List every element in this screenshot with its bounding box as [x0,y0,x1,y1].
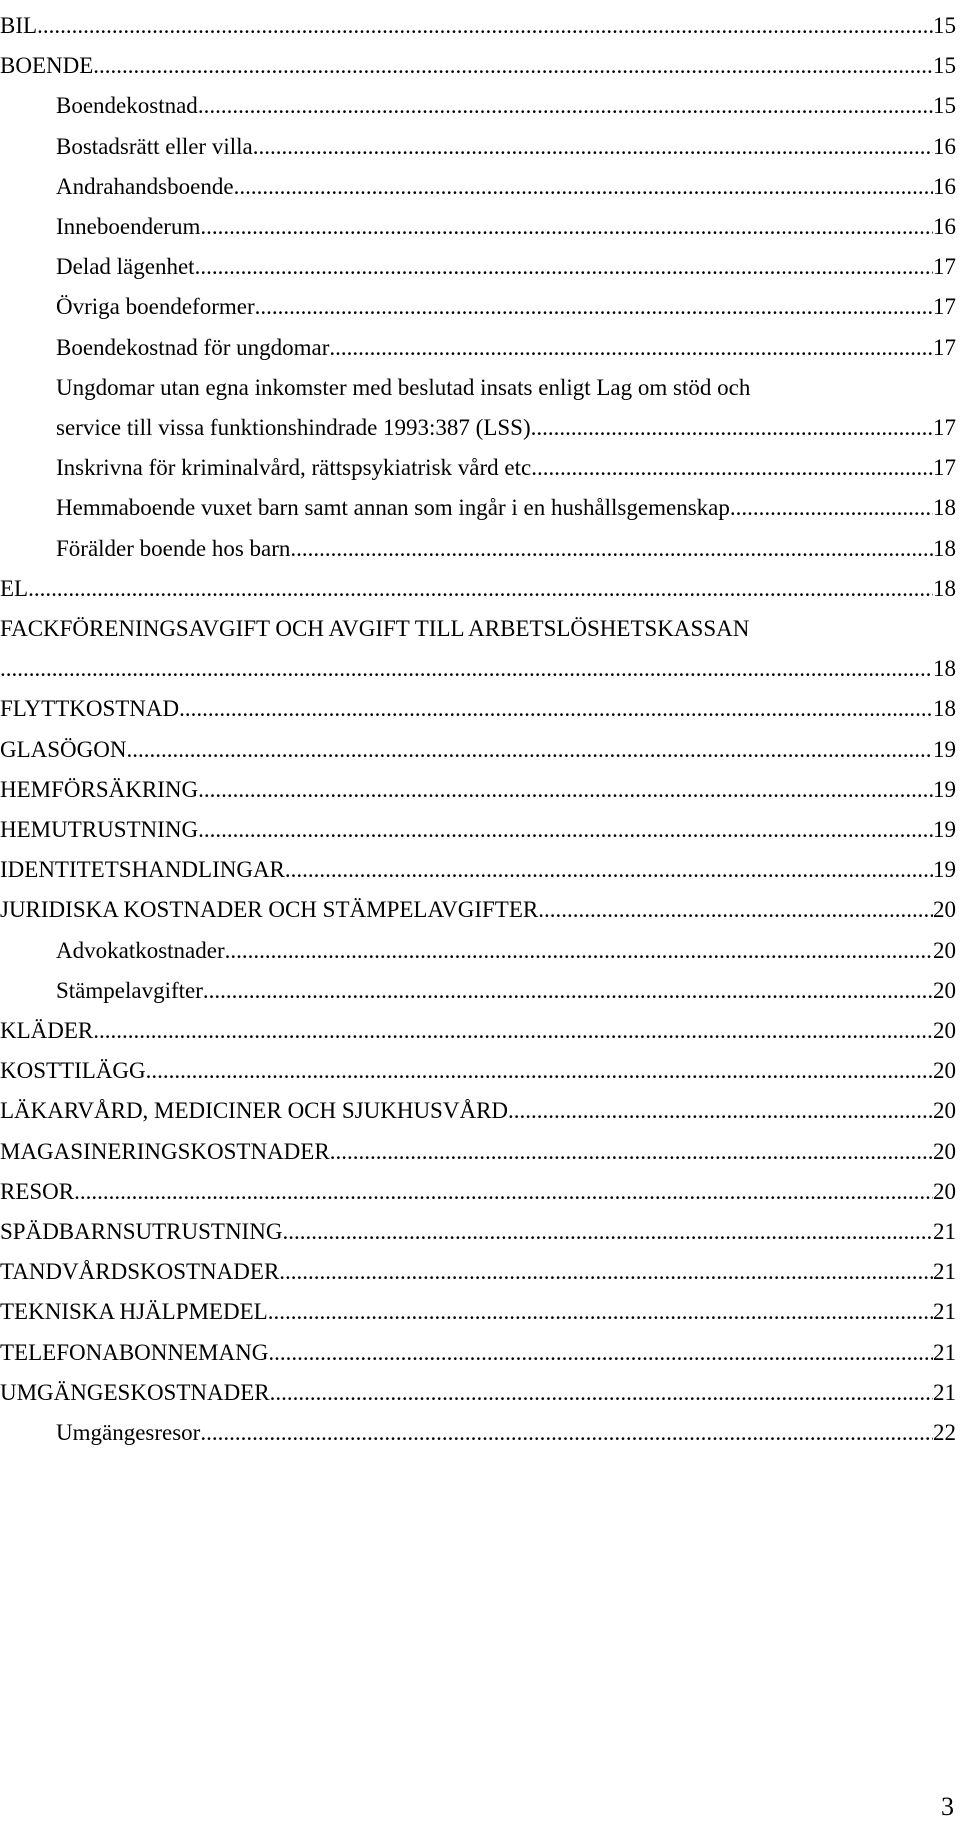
toc-entry-page: 17 [933,334,956,360]
toc-entry-page: 18 [933,696,956,722]
toc-entry[interactable] [0,523,956,563]
dot-leader [290,535,933,563]
dot-leader [127,736,934,764]
toc-entry-page: 17 [933,294,956,320]
toc-entry[interactable] [0,1286,956,1326]
toc-entry-title: service till vissa funktionshindrade 1993:387 (LSS) [56,415,531,440]
toc-entry-title: FACKFÖRENINGSAVGIFT OCH AVGIFT TILL ARBETSLÖSHETSKASSAN [0,616,750,641]
toc-entry-title: BOENDE [0,53,94,79]
toc-entry-title: TANDVÅRDSKOSTNADER [0,1259,280,1285]
dot-leader [74,1178,933,1206]
toc-entry[interactable] [0,844,956,884]
toc-entry[interactable] [0,1327,956,1367]
toc-entry-title: Stämpelavgifter [56,977,203,1003]
toc-entry-title: Förälder boende hos barn [56,535,291,561]
dot-leader [198,776,933,804]
toc-entry-page: 20 [933,1178,956,1204]
dot-leader [330,1138,933,1166]
toc-entry[interactable] [0,0,956,40]
toc-entry[interactable] [0,1166,956,1206]
toc-entry-title: Övriga boendeformer [56,294,255,320]
dot-leader [537,454,933,482]
toc-entry-title: Boendekostnad [56,93,198,119]
toc-entry-page: 18 [933,656,956,682]
toc-entry-page: 17 [933,415,956,440]
toc-entry-title-line1: Ungdomar utan egna inkomster med beslutad insats enligt Lag om stöd och [56,374,751,400]
toc-entry[interactable] [0,281,956,321]
toc-entry-page: 19 [933,776,956,802]
toc-entry-title: RESOR [0,1178,75,1204]
dot-leader [730,494,933,522]
dot-leader [225,937,933,965]
toc-entry-page: 16 [933,173,956,199]
toc-entry-title: FLYTTKOSTNAD [0,696,180,722]
dot-leader [329,334,933,362]
toc-entry[interactable] [0,724,956,764]
toc-entry-page: 22 [933,1420,956,1445]
dot-leader [146,1057,933,1085]
toc-entry-page: 15 [933,93,956,119]
toc-entry-title: JURIDISKA KOSTNADER OCH STÄMPELAVGIFTER [0,897,539,923]
dot-leader [538,896,933,924]
toc-entry-title: TELEFONABONNEMANG [0,1339,269,1365]
toc-entry-title: KOSTTILÄGG [0,1058,146,1084]
dot-leader [200,213,933,241]
dot-leader [531,414,933,442]
toc-entry-title: UMGÄNGESKOSTNADER [0,1379,270,1405]
dot-leader [195,253,933,281]
toc-entry[interactable] [0,1246,956,1286]
toc-entry[interactable] [0,1407,956,1447]
toc-entry[interactable] [0,322,956,362]
dot-leader [255,293,933,321]
toc-entry-page: 19 [933,736,956,762]
toc-entry[interactable] [0,1206,956,1246]
toc-entry-page: 21 [933,1259,956,1285]
toc-entry-title: IDENTITETSHANDLINGAR [0,857,285,883]
toc-entry-page: 15 [933,13,956,38]
dot-leader [93,1017,933,1045]
dot-leader [279,1258,933,1286]
toc-entry[interactable] [0,764,956,804]
dot-leader [200,1419,933,1447]
toc-entry-title: HEMUTRUSTNING [0,817,199,842]
dot-leader [282,1218,933,1246]
dot-leader [508,1097,933,1125]
toc-entry[interactable] [0,1367,956,1407]
toc-entry-page: 15 [933,53,956,79]
dot-leader [203,977,933,1005]
toc-entry[interactable] [0,121,956,161]
toc-entry[interactable] [0,683,956,723]
toc-entry[interactable] [0,965,956,1005]
toc-entry-title: TEKNISKA HJÄLPMEDEL [0,1299,268,1325]
dot-leader [268,1298,933,1326]
toc-entry[interactable] [0,80,956,120]
toc-entry-title: BIL [0,13,38,38]
toc-entry-page: 20 [933,1098,956,1124]
toc-entry-title: GLASÖGON [0,736,127,762]
dot-leader [285,856,933,884]
dot-leader [93,52,933,80]
toc-entry-title: HEMFÖRSÄKRING [0,776,199,802]
toc-entry-page: 21 [933,1379,956,1405]
toc-entry-page: 20 [933,977,956,1003]
dot-leader [37,12,933,40]
toc-entry-title: EL [0,575,29,601]
toc-entry-title: Delad lägenhet [56,254,195,280]
page-number: 3 [941,1792,954,1821]
toc-entry[interactable] [0,643,956,683]
toc-entry-page: 20 [933,897,956,923]
toc-entry-title: Advokatkostnader [56,937,225,963]
dot-leader [198,92,933,120]
toc-entry[interactable] [0,1045,956,1085]
toc-entry[interactable] [0,1126,956,1166]
toc-entry[interactable] [0,241,956,281]
toc-entry-title: LÄKARVÅRD, MEDICINER OCH SJUKHUSVÅRD [0,1098,509,1124]
toc-entry-page: 16 [933,133,956,159]
toc-entry-page: 21 [933,1299,956,1325]
toc-entry[interactable] [0,201,956,241]
toc-entry-page: 18 [933,535,956,561]
toc-entry-title: Inskrivna för kriminalvård, rättspsykiatrisk vård etc. [56,455,537,481]
toc-entry[interactable] [0,442,956,482]
toc-entry[interactable] [0,563,956,603]
toc-entry-title: Bostadsrätt eller villa [56,133,253,159]
toc-entry-title: Andrahandsboende [56,173,234,199]
toc-entry[interactable] [0,40,956,80]
toc-entry-page: 16 [933,214,956,239]
toc-entry-page: 17 [933,455,956,481]
toc-entry-title: Inneboenderum [56,214,201,239]
toc-entry-page: 18 [933,495,956,521]
toc-entry-page: 18 [933,575,956,601]
dot-leader [28,575,933,603]
toc-entry-page: 21 [933,1339,956,1365]
dot-leader [234,173,933,201]
dot-leader [0,655,933,683]
toc-entry[interactable] [0,1085,956,1125]
dot-leader [179,695,933,723]
toc-entry-page: 20 [933,1018,956,1043]
toc-entry[interactable] [0,482,956,522]
toc-entry-page: 20 [933,1058,956,1084]
dot-leader [253,133,933,161]
dot-leader [270,1379,933,1407]
toc-entry-title: KLÄDER [0,1018,94,1043]
toc-entry-title: SPÄDBARNSUTRUSTNING [0,1219,283,1244]
toc-entry-page: 19 [933,817,956,842]
toc-entry[interactable] [0,925,956,965]
toc-entry-page: 20 [933,937,956,963]
toc-entry[interactable] [0,804,956,844]
dot-leader [268,1339,933,1367]
toc-entry-page: 19 [933,857,956,883]
toc-entry-title: Hemmaboende vuxet barn samt annan som ingår i en hushållsgemenskap [56,495,730,521]
toc-entry-title: Umgängesresor [56,1420,201,1445]
toc-entry[interactable] [0,884,956,924]
toc-entry-page: 21 [933,1219,956,1244]
toc-entry-title: MAGASINERINGSKOSTNADER [0,1138,330,1164]
toc-entry-page: 17 [933,254,956,280]
toc-entry[interactable] [0,402,956,442]
toc-entry[interactable] [0,161,956,201]
toc-entry-page: 20 [933,1138,956,1164]
toc-entry[interactable] [0,1005,956,1045]
dot-leader [198,816,933,844]
toc-entry-title: Boendekostnad för ungdomar [56,334,330,360]
